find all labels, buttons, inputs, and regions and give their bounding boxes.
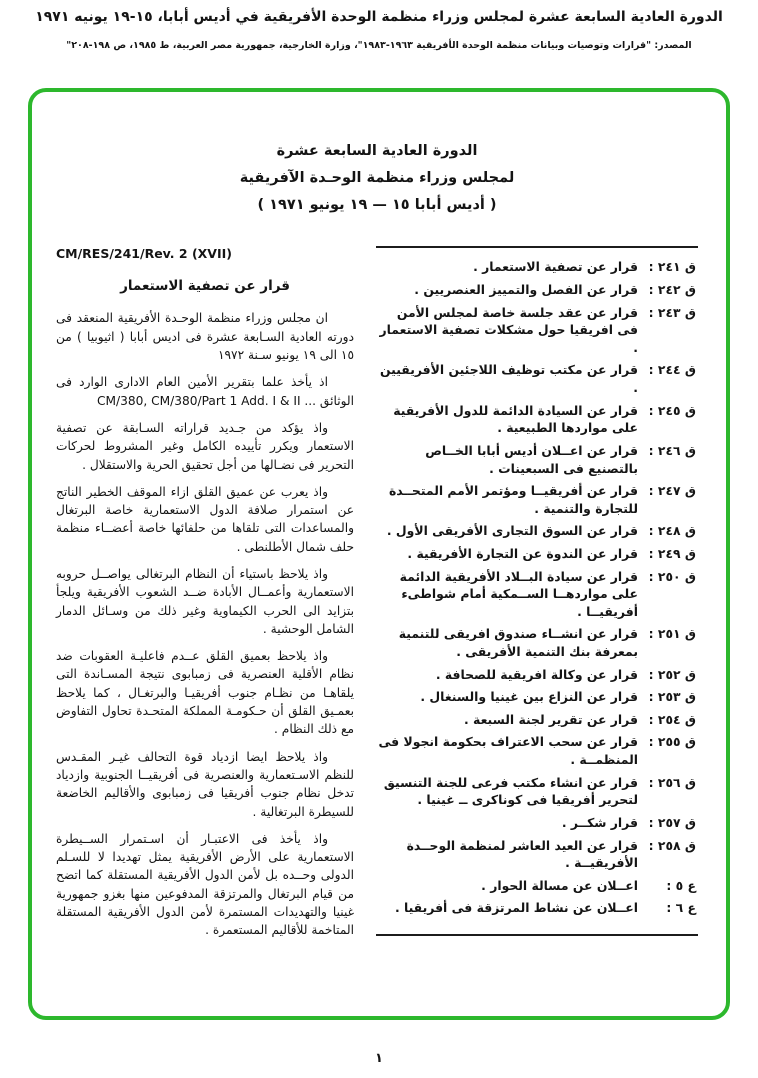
- resolution-item: [376, 568, 696, 621]
- resolution-item: [376, 522, 696, 540]
- resolution-item: [376, 666, 696, 684]
- resolution-number: ق ٢٤٣ :: [648, 304, 696, 320]
- resolution-title: قرار عن اعــلان أديس أبابا الخــاص بالتصنيع فى السبعينات .: [425, 442, 638, 476]
- resolution-item: [376, 733, 696, 768]
- resolution-item: [376, 814, 696, 832]
- body-paragraph: واذ يلاحظ باستياء أن النظام البرتغالى يواصــل حروبه الاستعمارية وأعمــال الأبادة ضــد الشعوب الأفريقية ويلجأ بتزايد الى الحرب الكيماوية وغير ذلك من وسـائل الدمار الشامل الوحشية .: [56, 567, 354, 636]
- resolution-title: قرار عن وكالة افريقية للصحافة .: [435, 666, 638, 682]
- resolution-number: ق ٢٤٥ :: [648, 402, 696, 418]
- resolution-item: [376, 688, 696, 706]
- resolution-number: ق ٢٥٤ :: [648, 711, 696, 727]
- resolution-title: قرار شكــر .: [561, 814, 638, 830]
- resolution-item: [376, 837, 696, 872]
- resolution-item: [376, 482, 696, 517]
- resolution-title: قرار عن تصفية الاستعمار .: [473, 259, 638, 275]
- resolution-title: اعــلان عن نشاط المرتزقة فى أفريقيا .: [394, 900, 638, 916]
- resolution-number: ق ٢٥٣ :: [648, 689, 696, 705]
- page-number: ١: [375, 1051, 383, 1066]
- resolution-title: قرار عن انشــاء صندوق افريقى للتنمية بمعرفة بنك التنمية الأفريقى .: [398, 626, 638, 660]
- resolution-item: [376, 258, 696, 276]
- resolution-item: [376, 774, 696, 809]
- document-title: [56, 138, 698, 218]
- resolution-item: [376, 442, 696, 477]
- resolution-number: ق ٢٥١ :: [648, 626, 696, 642]
- resolution-item: [376, 402, 696, 437]
- resolution-number: ق ٢٥٧ :: [648, 814, 696, 830]
- resolution-title: قرار عن أفريقيــا ومؤتمر الأمم المتحــدة للتجارة والتنمية .: [388, 483, 638, 516]
- body-paragraph: واذ يعرب عن عميق القلق ازاء الموقف الخطير الناتج عن استمرار صلافة الدول الاستعمارية خاصة البرتغال والمساعدات التى تلقاها من حلفائها خاصة أعضــاء منظمة حلف شمال الأطلنطى .: [56, 484, 354, 554]
- resolution-title: قرار عن تقرير لجنة السبعة .: [464, 711, 638, 727]
- document-reference: CM/RES/241/Rev. 2 (XVII): [56, 246, 232, 262]
- resolution-number: ق ٢٤٢ :: [648, 282, 696, 298]
- resolution-item: [376, 545, 696, 563]
- resolution-body: [56, 246, 354, 948]
- resolution-number: ق ٢٤٤ :: [648, 362, 696, 378]
- resolution-number: ق ٢٤٨ :: [648, 523, 696, 539]
- resolution-title: قرار عن الفصل والتمييز العنصريين .: [414, 282, 638, 298]
- body-paragraph: واذ يؤكد من جـديد قراراته السـابقة عن تصفية الاستعمار ويكرر تأييده الكامل وغير المشروط لحركات التحرير فى نضـالها من أجل تحقيق الحرية والاستقلال .: [56, 420, 354, 472]
- resolution-number: ق ٢٤٧ :: [648, 483, 696, 499]
- resolution-number: ق ٢٥٥ :: [648, 734, 696, 750]
- resolution-title: قرار عن النزاع بين غينيا والسنغال .: [420, 689, 638, 705]
- section-heading: قرار عن تصفية الاستعمار: [120, 278, 290, 295]
- resolution-title: قرار عن السوق التجارى الأفريقى الأول .: [386, 523, 638, 539]
- header-source-citation: المصدر: "قرارات وتوصيات وبيانات منظمة الوحدة الأفريقية ١٩٦٣-١٩٨٣"، وزارة الخارجية، جمهورية مصر العربية، ط ١٩٨٥، ص ١٩٨-٢٠٨": [66, 40, 692, 51]
- title-line-2: لمجلس وزراء منظمة الوحـدة الآفريقية: [239, 169, 515, 186]
- resolution-title: قرار عن السيادة الدائمة للدول الأفريقية على مواردها الطبيعية .: [393, 402, 638, 436]
- resolution-title: قرار عن سيادة البــلاد الأفريقية الدائمة على مواردهــا الســمكية أمام شواطىء أفريقيــا .: [399, 568, 638, 619]
- resolution-item: [376, 304, 696, 357]
- resolution-item: [376, 711, 696, 729]
- resolution-item: [376, 899, 696, 917]
- resolution-item: [376, 361, 696, 396]
- body-paragraph: واذ يلاحظ ايضا ازدياد قوة التحالف غيـر المقـدس للنظم الاسـتعمارية والعنصرية فى أفريقيــا الجنوبية وازدياد تدخل نظام جنوب أفريقيا فى زمبابوى والأقاليم الخاضعة للسيطرة البرتغالية .: [56, 749, 354, 819]
- resolution-number: ع ٥ :: [666, 877, 696, 893]
- resolution-item: [376, 281, 696, 299]
- resolution-number: ق ٢٥٠ :: [648, 568, 696, 584]
- body-paragraph: واذ يأخذ فى الاعتبـار أن اسـتمرار الســيطرة الاستعمارية على الأرض الأفريقية يمثل تهديدا لا للسـلم الدولى وحــده بل لأمن الدول الأفريقية المستقلة كما اتضح من قيام البرتغال والمرتزقة المدفوعين منها بغزو جمهورية غينيا والتهديدات المستمرة لأمن الدول الأفريقية المستقلة المتاخمة للأقاليم المستعمرة .: [56, 831, 354, 938]
- resolution-title: قرار عن مكتب توظيف اللاجئين الأفريقيين .: [380, 362, 638, 396]
- document-columns: [56, 246, 698, 948]
- resolution-number: ع ٦ :: [666, 900, 696, 916]
- resolution-title: اعــلان عن مسالة الحوار .: [481, 877, 638, 893]
- resolution-number: ق ٢٤٦ :: [648, 442, 696, 458]
- resolution-number: ق ٢٥٢ :: [648, 666, 696, 682]
- resolution-number: ق ٢٤١ :: [648, 259, 696, 275]
- resolution-number: ق ٢٥٨ :: [648, 837, 696, 853]
- body-paragraph: ان مجلس وزراء منظمة الوحـدة الأفريقية المنعقد فى دورته العادية السـابعة عشرة فى اديس أبابا ( اثيوبيا ) من ١٥ الى ١٩ يونيو سـنة ١٩٧٢: [56, 311, 354, 363]
- body-paragraph: اذ يأخذ علما بتقرير الأمين العام الادارى الوارد فى الوثائق ... CM/380, CM/380/Part 1 Add. I & II: [56, 375, 354, 408]
- title-line-3: ( أديس أبابا ١٥ — ١٩ يونيو ١٩٧١ ): [257, 196, 497, 213]
- resolution-number: ق ٢٤٩ :: [648, 545, 696, 561]
- resolution-title: قرار عن العيد العاشر لمنظمة الوحــدة الأفريقيــة .: [406, 837, 638, 871]
- document-frame: [28, 88, 730, 1020]
- body-paragraph: واذ يلاحظ بعميق القلق عــدم فاعليـة العقوبات ضد نظام الأقلية العنصرية فى زمبابوى نتيجة المسـاندة التى يلقاهـا من نظـام جنوب أفريقيـا والبرتغـال ، كما يلاحظ بعمـيق القلق أن حـكومـة المملكة المتحـدة تحاول التفاوض مع ذلك النظام .: [56, 649, 354, 737]
- title-line-1: الدورة العادية السابعة عشرة: [276, 143, 478, 159]
- resolutions-index: [376, 246, 698, 936]
- resolution-number: ق ٢٥٦ :: [648, 774, 696, 790]
- resolution-item: [376, 877, 696, 895]
- resolution-title: قرار عن عقد جلسة خاصة لمجلس الأمن فى افريقيا حول مشكلات تصفية الاستعمار .: [379, 304, 638, 355]
- header-session-title: الدورة العادية السابعة عشرة لمجلس وزراء منظمة الوحدة الأفريقية في أديس أبابا، ١٥-١٩ يونيه ١٩٧١: [35, 9, 723, 25]
- resolution-item: [376, 625, 696, 660]
- source-header: [0, 0, 758, 51]
- resolution-title: قرار عن الندوة عن التجارة الأفريقية .: [407, 545, 638, 561]
- resolution-title: قرار عن سحب الاعتراف بحكومة انجولا فى المنظمــة .: [378, 734, 638, 768]
- resolution-title: قرار عن انشاء مكتب فرعى للجنة التنسيق لتحرير أفريقيا فى كوناكرى ــ غينيا .: [383, 774, 638, 808]
